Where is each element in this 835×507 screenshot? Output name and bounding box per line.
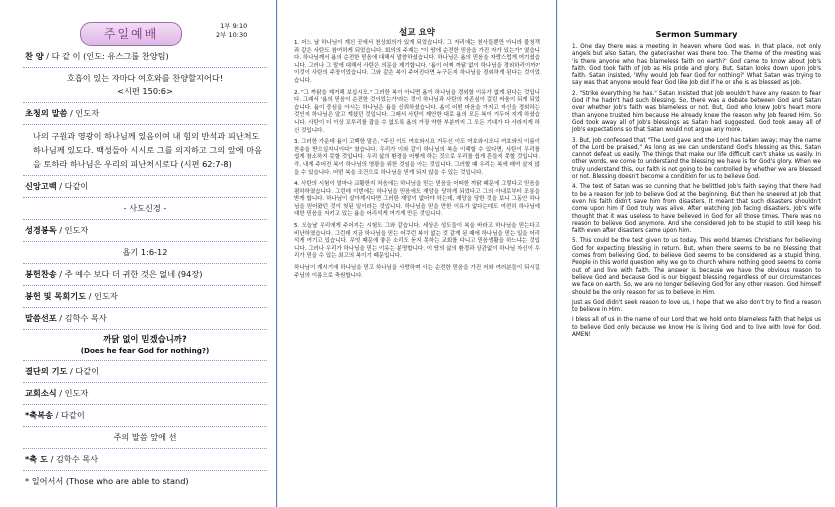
summary-paragraph: 3. But, Job confessed that "The Lord gave and the Lord has taken away; may the name of the Lord be praised." As long as we can understand God's blessing as this, Satan cannot defeat us easily. The things that make our life difficult can't shake us easily. In other words, we come to understand the blessing we have is for God's glory. When we truly understand this, our faith is not going to be controlled by whether we are blessed or not. Blessing doesn't become a condition for us to believe God. xyxy=(572,137,821,181)
creed-name: - 사도신경 - xyxy=(23,198,267,220)
news-value: / 인도자 xyxy=(56,388,89,398)
service-time-2: 2부 10:30 xyxy=(216,31,248,39)
summary-paragraph: I bless all of us in the name of our Lord that we hold onto blameless faith that helps us to believe God only because we know He is living God and to live with love for God. AMEN! xyxy=(572,317,821,338)
call-verse: 호흡이 있는 자마다 여호와를 찬양할지어다! xyxy=(66,73,224,83)
call-ref: <시편 150:6> xyxy=(23,85,267,103)
stand-note: * 일어서서 (Those who are able to stand) xyxy=(25,476,189,486)
sermon-title-en: (Does he fear God for nothing?) xyxy=(80,346,210,355)
korean-summary-title: 설교 요약 xyxy=(399,28,435,38)
news-row xyxy=(23,383,267,405)
summary-paragraph: 2. "Strike everything he has." Satan insisted that Job wouldn't have any reason to fear God if he hadn't had such blessing. So, there was a debate between God and Satan over whether Job's faith was blameless or not. But, God who knew Job's heart more than anyone trusted him because He already knew the reason why Job feared Him. So God took away all of Job's blessings as Satan had suggested. God took away all of Job's expectations so that Satan would not argue any more. xyxy=(572,90,821,134)
reading-value: / 인도자 xyxy=(56,225,89,235)
reading-label: 성경봉독 xyxy=(25,225,57,235)
benediction-value: / 김학수 목사 xyxy=(47,454,99,464)
invocation-value: / 인도자 xyxy=(67,108,100,118)
invocation-label: 초청의 말씀 xyxy=(25,108,68,118)
sermon-label: 말씀선포 xyxy=(25,313,57,323)
invocation-text: 나의 구원과 영광이 하나님께 있음이여 내 힘의 반석과 피난처도 하나님께 있도다. 백성들아 시시로 그를 의지하고 그의 앞에 마음을 토하라 하나님은 우리의 피난처시로다 (시편 62:7-8) xyxy=(23,125,267,176)
decision-prayer-row xyxy=(23,361,267,383)
hymn-label: 찬 양 xyxy=(25,51,44,61)
offering-hymn-label: 봉헌찬송 xyxy=(25,269,57,279)
reading-ref: 욥기 1:6-12 xyxy=(23,242,267,264)
offering-hymn-row xyxy=(23,264,267,286)
doxology-row: *축복송 / 다같이 xyxy=(23,405,267,427)
summary-paragraph: 1. 어느 날 하나님이 계신 곳에서 천상회의가 있게 되었습니다. 그 자리에는 천사들뿐만 아니라 불청객과 같은 사탄도 참여하게 되었습니다. 회의의 주제는 "이 땅에 순전한 믿음을 가진 자가 있는가" 였습니다. 하나님께서 욥의 순전한 믿음에 대해서 말씀하셨습니다. 하나님은 욥의 믿음을 자랑스럽게 여기셨습니다. 그러나 그 말에 대해서 사탄은 의문을 제기합니다. '욥이 어찌 까닭 없이 하나님을 경외하리이까?' 이것이 사탄의 주장이었습니다. 그와 같은 복이 주어진다면 누구든지 하나님을 경외하게 된다는 것이었습니다. xyxy=(294,40,540,84)
service-time-1: 1부 9:10 xyxy=(220,22,248,30)
sermon-row xyxy=(23,308,267,330)
summary-paragraph: 4. The test of Satan was so cunning that he belittled Job's faith saying that there had to be a reason for Job to believe God at the beginning. But then he sneered at Job that even his faith didn't save him from disasters. It meant that such disasters shouldn't come upon him if God truly was alive. After watching Job facing disasters, Job's wife thought that it was useless to have believed in God for all those times. There was no reason to believe God anymore. And she considered Job to be stupid to still keep his faith even after disasters came upon him. xyxy=(572,184,821,235)
decision-prayer-value: / 다같이 xyxy=(67,366,100,376)
reading-row xyxy=(23,220,267,242)
creed-row xyxy=(23,176,267,198)
doxology-label: 축복송 xyxy=(29,410,54,420)
summary-paragraph: 2. "그 까닭을 제거해 보십시오." 그러한 복이 아니면 욥이 하나님을 경외할 이유가 없게 된다는 것입니다. 그래서 '욥의 믿음이 순전한 것이었는가'라는 것이 하나님과 사탄의 자존심이 걸린 싸움이 되게 되었습니다. 욥이 중심을 아시는 하나님은 욥을 신뢰하셨습니다. 욥이 어떤 마음을 가지고 자신을 경외하는 것인지 하나님은 알고 계셨던 것입니다. 그래서 사탄이 제안한 대로 욥의 모든 복이 거두어 지게 하셨습니다. 사탄이 더 이상 꼬투리를 잡을 수 없도록 욥의 가장 약한 부분까지 그 모든 기대가 다 사라지게 하신 것입니다. xyxy=(294,89,540,134)
benediction-label: 축 도 xyxy=(29,454,48,464)
decision-prayer-label: 결단의 기도 xyxy=(25,366,68,376)
news-label: 교회소식 xyxy=(25,388,57,398)
doxology-song: 주의 말씀 앞에 선 xyxy=(23,427,267,449)
doxology-value: / 다같이 xyxy=(53,410,85,420)
sermon-title-ko: 까닭 없이 믿겠습니까? xyxy=(103,334,187,344)
hymn-value: / 다 같 이 (인도: 유스그룹 찬양팀) xyxy=(43,51,169,61)
worship-order-panel xyxy=(0,0,277,507)
summary-paragraph: Just as God didn't seek reason to love us, I hope that we also don't try to find a reason to believe in Him. xyxy=(572,299,821,314)
korean-summary-panel xyxy=(278,0,557,507)
sermon-value: / 김학수 목사 xyxy=(56,313,107,323)
summary-paragraph: 1. One day there was a meeting in heaven where God was. In that place, not only angels but also Satan, the gatecrasher was there too. The theme of the meeting was 'is there anyone who has blameless faith on earth?' God came to know about Job's faith. God took faith of Job as His pride and glory. But, Satan looks down upon Job's faith. Satan insisted, 'Why would Job fear God for nothing?' What Satan was trying to say was that anyone would fear God like Job did if he or she is as blessed as Job. xyxy=(572,44,821,87)
invocation-row xyxy=(23,103,267,125)
summary-paragraph: 5. 오늘날 우리에게 주어지는 시험도 그와 같습니다. 세상은 성도들이 복을 바라고 하나님을 믿는다고 비난하였습니다. 그런데 지금 하나님을 믿는 어쿠런 복이 없는 것 같게 된 때에 하나님을 믿는 일을 어리석게 여기고 있습니다. 무엇 때문에 좋은 소리도 듣지 못하는 교회를 다니고 믿음생활을 하느냐는 것입니다. 그러나 우리가 하나님을 믿는 이유는 분명합니다. 이 땅의 삶의 환경과 상관없이 하나님 자신이 우리가 믿을 수 있는 최고의 복이기 때문입니다. xyxy=(294,223,540,260)
hymn-row xyxy=(23,46,267,68)
summary-paragraph: 5. This could be the test given to us today. This world blames Christians for believing God for expecting blessing in return. But, when there seems to be no blessing that comes from believing God, to believe God seems to be considered as a stupid thing. People in this world question why we go to church where nothing good seems to come out of and live with faith. The answer is because we have the obvious reason to believe God and because God is our biggest blessing regardless of our circumstances we face on earth. So, we are no longer believing God for any other reason. God himself should be the only reason for us to believe in Him. xyxy=(572,238,821,296)
summary-paragraph: 4. 사탄의 시험이 얼마나 교활한지 처음에는 하나님을 믿는 믿음을 어떠한 까닭 때문에 그렇다고 믿음을 폄하하였습니다. 그런데 이번에는 하나님을 믿음에도 재앙을 당하게 되었다고 그의 아내로부터 조롱을 받게 합니다. 하나님이 살아계시다면 그러한 재앙이 없어야 하는데, 재앙을 당한 것을 보니 그동안 하나님을 믿어왔던 것이 헛된 일이라는 것입니다. 하나님을 믿을 만한 이유가 없다는데도 여전히 하나님에 대한 믿음을 지키고 있는 욥을 어리석게 여기게 만든 것입니다. xyxy=(294,181,540,218)
offering-prayer-value: / 인도자 xyxy=(86,291,118,301)
summary-paragraph: 하나님이 계시기에 하나님을 믿고 하나님을 사랑하며 사는 순전한 믿음을 가진 저와 여러분들이 되시길 주님의 이름으로 축원합니다. xyxy=(294,265,540,279)
worship-items xyxy=(23,46,267,492)
creed-label: 신앙고백 xyxy=(25,181,57,191)
sermon-title xyxy=(23,330,267,361)
service-times xyxy=(216,22,247,40)
summary-paragraph: 3. 그러한 가운데 욥이 고백한 말은, "주신 이도 여호와시요 거두신 이도 여호와시오니 여호와의 이름이 찬송을 받으실지니이다" 였습니다. 우리가 이와 같이 하나님의 복을 이해할 수 있다면, 사탄이 우리를 쉽게 참소하지 못할 것입니다. 우리 삶의 환경을 어떻게 하는 것으로 우리를 쉽게 흔들지 못할 것입니다. 즉, 내게 주어진 복이 하나님의 영광을 위한 것임을 아는 것입니다. 그러할 때 우리는 복에 매여 살지 않을 수 있습니다. 어떤 복을 조건으로 하나님을 믿게 되지 않을 수 있는 것입니다. xyxy=(294,139,540,176)
offering-prayer-row xyxy=(23,286,267,308)
offering-hymn-value: / 주 예수 보다 더 귀한 것은 없네 (94장) xyxy=(56,269,203,279)
english-summary-title: Sermon Summary xyxy=(655,29,738,39)
creed-value: / 다같이 xyxy=(56,181,89,191)
offering-prayer-label: 봉헌 및 목회기도 xyxy=(25,291,87,301)
korean-summary-body xyxy=(294,40,540,284)
english-summary-panel xyxy=(558,0,835,507)
english-summary-body xyxy=(572,44,821,342)
worship-title: 주일예배 xyxy=(80,22,182,46)
benediction-row: *축 도 / 김학수 목사 xyxy=(23,449,267,471)
